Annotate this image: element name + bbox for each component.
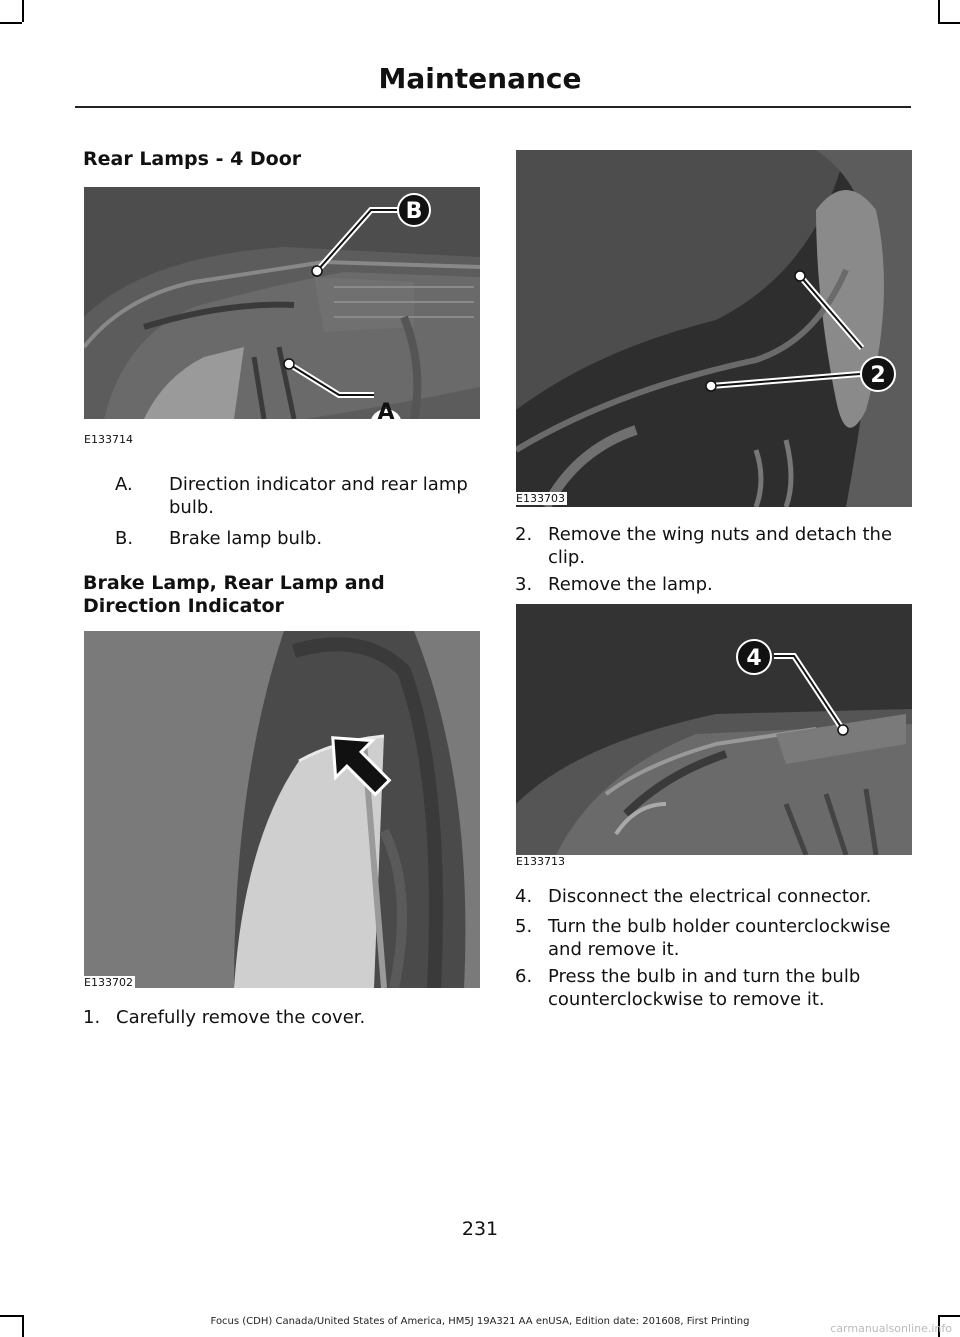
heading-brake-lamp: Brake Lamp, Rear Lamp and Direction Indicator	[83, 572, 385, 617]
figure-code: E133714	[84, 433, 133, 446]
crop-mark	[938, 0, 940, 22]
footer-text: Focus (CDH) Canada/United States of America, HM5J 19A321 AA enUSA, Edition date: 201608, First Printing	[210, 1316, 750, 1327]
heading-rear-lamps: Rear Lamps - 4 Door	[83, 148, 302, 170]
step-number: 2.	[515, 524, 533, 545]
figure-remove-cover	[84, 631, 480, 988]
figure-wing-nuts	[516, 150, 912, 507]
figure-code: E133702	[84, 976, 133, 989]
step-number: 4.	[515, 886, 533, 907]
step-number: 5.	[515, 916, 533, 937]
page-number: 231	[461, 1218, 499, 1240]
figure-rear-lamp-bulbs	[84, 187, 480, 419]
step-text: Turn the bulb holder counterclockwise and remove it.	[548, 916, 891, 960]
step-number: 3.	[515, 574, 533, 595]
crop-mark	[938, 22, 960, 24]
step-text: Disconnect the electrical connector.	[548, 886, 872, 907]
legend-label: B.	[115, 528, 134, 549]
callout-4: 4	[746, 646, 762, 671]
figure-code: E133703	[516, 492, 565, 505]
crop-mark	[0, 22, 22, 24]
callout-2: 2	[870, 363, 886, 388]
step-text: Remove the lamp.	[548, 574, 713, 595]
crop-mark	[22, 0, 24, 22]
figure-code: E133713	[516, 855, 565, 868]
callout-a: A	[377, 400, 395, 419]
header-rule	[75, 106, 911, 108]
callout-b: B	[405, 199, 423, 224]
step-text: Carefully remove the cover.	[116, 1007, 366, 1028]
step-number: 1.	[83, 1007, 101, 1028]
legend-text: Brake lamp bulb.	[169, 528, 323, 549]
figure-electrical-connector	[516, 604, 912, 855]
step-number: 6.	[515, 966, 533, 987]
watermark: carmanualsonline.info	[830, 1322, 952, 1335]
step-text: Press the bulb in and turn the bulb counterclockwise to remove it.	[548, 966, 861, 1010]
legend-label: A.	[115, 474, 133, 495]
legend-text: Direction indicator and rear lamp bulb.	[169, 474, 468, 518]
step-text: Remove the wing nuts and detach the clip.	[548, 524, 893, 568]
section-title: Maintenance	[378, 62, 582, 95]
